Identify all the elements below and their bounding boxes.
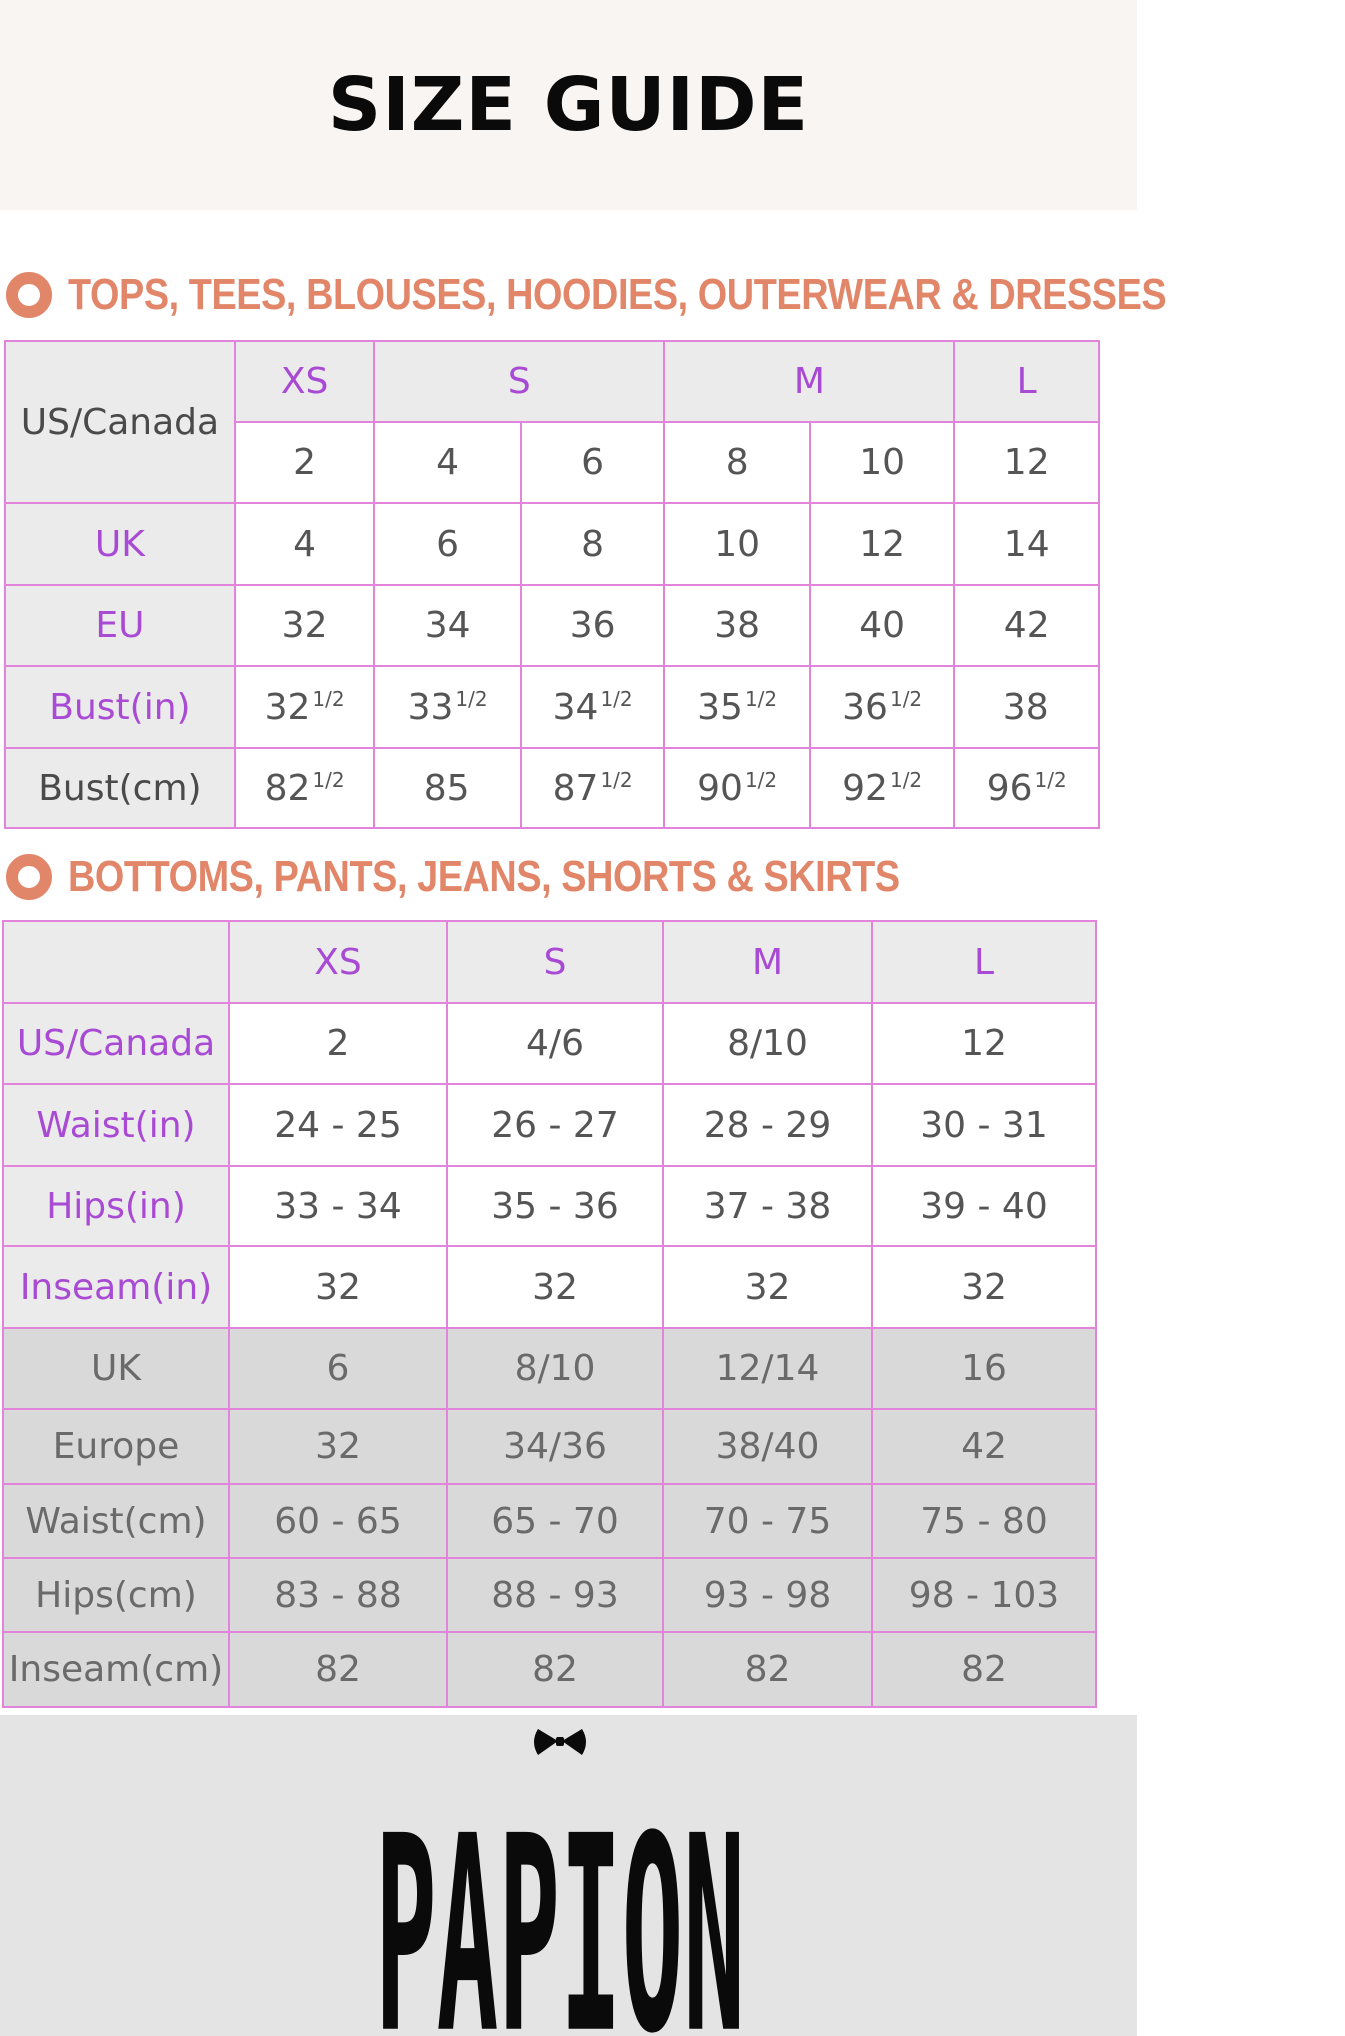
table-cell: 83 - 88 bbox=[229, 1558, 447, 1632]
table-cell: 65 - 70 bbox=[447, 1484, 663, 1558]
table-cell: 34 bbox=[374, 585, 521, 666]
table-row bbox=[5, 666, 1099, 748]
table-cell: 38 bbox=[954, 666, 1099, 748]
table-row bbox=[3, 1166, 1096, 1246]
tops-size-table bbox=[4, 340, 1100, 829]
table-cell: 82 $^{1/2}$ bbox=[235, 748, 375, 828]
table-cell: 32 bbox=[447, 1246, 663, 1328]
table-cell: 82 bbox=[229, 1632, 447, 1707]
row-label-us-canada: US/Canada bbox=[5, 341, 235, 503]
table-row bbox=[5, 748, 1099, 828]
table-cell: 96 $^{1/2}$ bbox=[954, 748, 1099, 828]
tops-heading-text: TOPS, TEES, BLOUSES, HOODIES, OUTERWEAR & DRESSES bbox=[68, 270, 1167, 319]
table-cell: 90 $^{1/2}$ bbox=[664, 748, 810, 828]
row-label-inseam-cm: Inseam(cm) bbox=[3, 1632, 229, 1707]
header-banner bbox=[0, 0, 1137, 210]
table-cell: 37 - 38 bbox=[663, 1166, 872, 1246]
table-row bbox=[3, 1632, 1096, 1707]
table-cell: 87 $^{1/2}$ bbox=[521, 748, 665, 828]
table-cell: 33 $^{1/2}$ bbox=[374, 666, 521, 748]
table-cell: 28 - 29 bbox=[663, 1084, 872, 1166]
table-cell: 8 bbox=[664, 422, 810, 503]
row-label-bust-in: Bust(in) bbox=[5, 666, 235, 748]
table-cell: 75 - 80 bbox=[872, 1484, 1096, 1558]
table-row bbox=[3, 1084, 1096, 1166]
row-label-hips-in: Hips(in) bbox=[3, 1166, 229, 1246]
table-cell: 4 bbox=[374, 422, 521, 503]
table-cell: 82 bbox=[663, 1632, 872, 1707]
table-cell: 16 bbox=[872, 1328, 1096, 1409]
papion-logo bbox=[370, 1725, 750, 2036]
size-header-l: L bbox=[872, 921, 1096, 1003]
table-cell: 8/10 bbox=[663, 1003, 872, 1084]
row-label-uk: UK bbox=[5, 503, 235, 585]
table-cell: 70 - 75 bbox=[663, 1484, 872, 1558]
table-row bbox=[3, 1558, 1096, 1632]
row-label-europe: Europe bbox=[3, 1409, 229, 1484]
table-cell: 34/36 bbox=[447, 1409, 663, 1484]
row-label-us-canada: US/Canada bbox=[3, 1003, 229, 1084]
table-row bbox=[5, 585, 1099, 666]
table-cell: 8/10 bbox=[447, 1328, 663, 1409]
table-cell: 30 - 31 bbox=[872, 1084, 1096, 1166]
table-cell: 14 bbox=[954, 503, 1099, 585]
bottoms-section-heading bbox=[6, 852, 1035, 902]
size-header-m: M bbox=[663, 921, 872, 1003]
row-label-waist-cm: Waist(cm) bbox=[3, 1484, 229, 1558]
bottoms-size-table bbox=[2, 920, 1097, 1708]
table-row bbox=[3, 1003, 1096, 1084]
row-label-bust-cm: Bust(cm) bbox=[5, 748, 235, 828]
table-cell: 60 - 65 bbox=[229, 1484, 447, 1558]
size-header-xs: XS bbox=[235, 341, 375, 422]
blank-corner-cell bbox=[3, 921, 229, 1003]
table-cell: 12/14 bbox=[663, 1328, 872, 1409]
size-header-l: L bbox=[954, 341, 1099, 422]
table-cell: 32 bbox=[663, 1246, 872, 1328]
table-cell: 82 bbox=[872, 1632, 1096, 1707]
table-cell: 2 bbox=[229, 1003, 447, 1084]
bow-tie-icon bbox=[534, 1729, 586, 1755]
table-cell: 12 bbox=[954, 422, 1099, 503]
table-cell: 4/6 bbox=[447, 1003, 663, 1084]
table-cell: 35 - 36 bbox=[447, 1166, 663, 1246]
table-cell: 98 - 103 bbox=[872, 1558, 1096, 1632]
table-cell: 12 bbox=[872, 1003, 1096, 1084]
row-label-hips-cm: Hips(cm) bbox=[3, 1558, 229, 1632]
table-cell: 32 bbox=[235, 585, 375, 666]
table-cell: 4 bbox=[235, 503, 375, 585]
row-label-inseam-in: Inseam(in) bbox=[3, 1246, 229, 1328]
table-row bbox=[5, 341, 1099, 422]
row-label-uk: UK bbox=[3, 1328, 229, 1409]
table-cell: 36 $^{1/2}$ bbox=[810, 666, 955, 748]
row-label-eu: EU bbox=[5, 585, 235, 666]
table-row bbox=[3, 1484, 1096, 1558]
table-row bbox=[3, 921, 1096, 1003]
table-row bbox=[3, 1409, 1096, 1484]
table-row bbox=[5, 503, 1099, 585]
page-title: SIZE GUIDE bbox=[327, 62, 810, 148]
table-cell: 26 - 27 bbox=[447, 1084, 663, 1166]
table-cell: 34 $^{1/2}$ bbox=[521, 666, 665, 748]
table-cell: 32 bbox=[229, 1246, 447, 1328]
table-cell: 39 - 40 bbox=[872, 1166, 1096, 1246]
table-cell: 8 bbox=[521, 503, 665, 585]
table-cell: 24 - 25 bbox=[229, 1084, 447, 1166]
table-cell: 85 bbox=[374, 748, 521, 828]
table-cell: 92 $^{1/2}$ bbox=[810, 748, 955, 828]
table-cell: 38/40 bbox=[663, 1409, 872, 1484]
table-cell: 12 bbox=[810, 503, 955, 585]
table-cell: 42 bbox=[954, 585, 1099, 666]
size-header-m: M bbox=[664, 341, 954, 422]
table-cell: 32 bbox=[872, 1246, 1096, 1328]
table-row bbox=[3, 1246, 1096, 1328]
table-cell: 33 - 34 bbox=[229, 1166, 447, 1246]
table-cell: 10 bbox=[664, 503, 810, 585]
size-header-s: S bbox=[374, 341, 664, 422]
table-cell: 36 bbox=[521, 585, 665, 666]
bullet-circle-icon bbox=[6, 272, 52, 318]
table-cell: 10 bbox=[810, 422, 955, 503]
table-cell: 82 bbox=[447, 1632, 663, 1707]
table-cell: 2 bbox=[235, 422, 375, 503]
size-header-s: S bbox=[447, 921, 663, 1003]
table-cell: 6 bbox=[229, 1328, 447, 1409]
table-cell: 35 $^{1/2}$ bbox=[664, 666, 810, 748]
table-row bbox=[3, 1328, 1096, 1409]
bullet-circle-icon bbox=[6, 854, 52, 900]
table-cell: 6 bbox=[374, 503, 521, 585]
table-cell: 40 bbox=[810, 585, 955, 666]
table-cell: 32 bbox=[229, 1409, 447, 1484]
table-cell: 6 bbox=[521, 422, 665, 503]
table-cell: 88 - 93 bbox=[447, 1558, 663, 1632]
table-cell: 38 bbox=[664, 585, 810, 666]
table-cell: 42 bbox=[872, 1409, 1096, 1484]
table-cell: 93 - 98 bbox=[663, 1558, 872, 1632]
size-header-xs: XS bbox=[229, 921, 447, 1003]
tops-section-heading bbox=[6, 270, 1345, 320]
logo-wordmark: PAPION bbox=[375, 1779, 745, 2036]
bottoms-heading-text: BOTTOMS, PANTS, JEANS, SHORTS & SKIRTS bbox=[68, 852, 900, 901]
row-label-waist-in: Waist(in) bbox=[3, 1084, 229, 1166]
table-cell: 32 $^{1/2}$ bbox=[235, 666, 375, 748]
